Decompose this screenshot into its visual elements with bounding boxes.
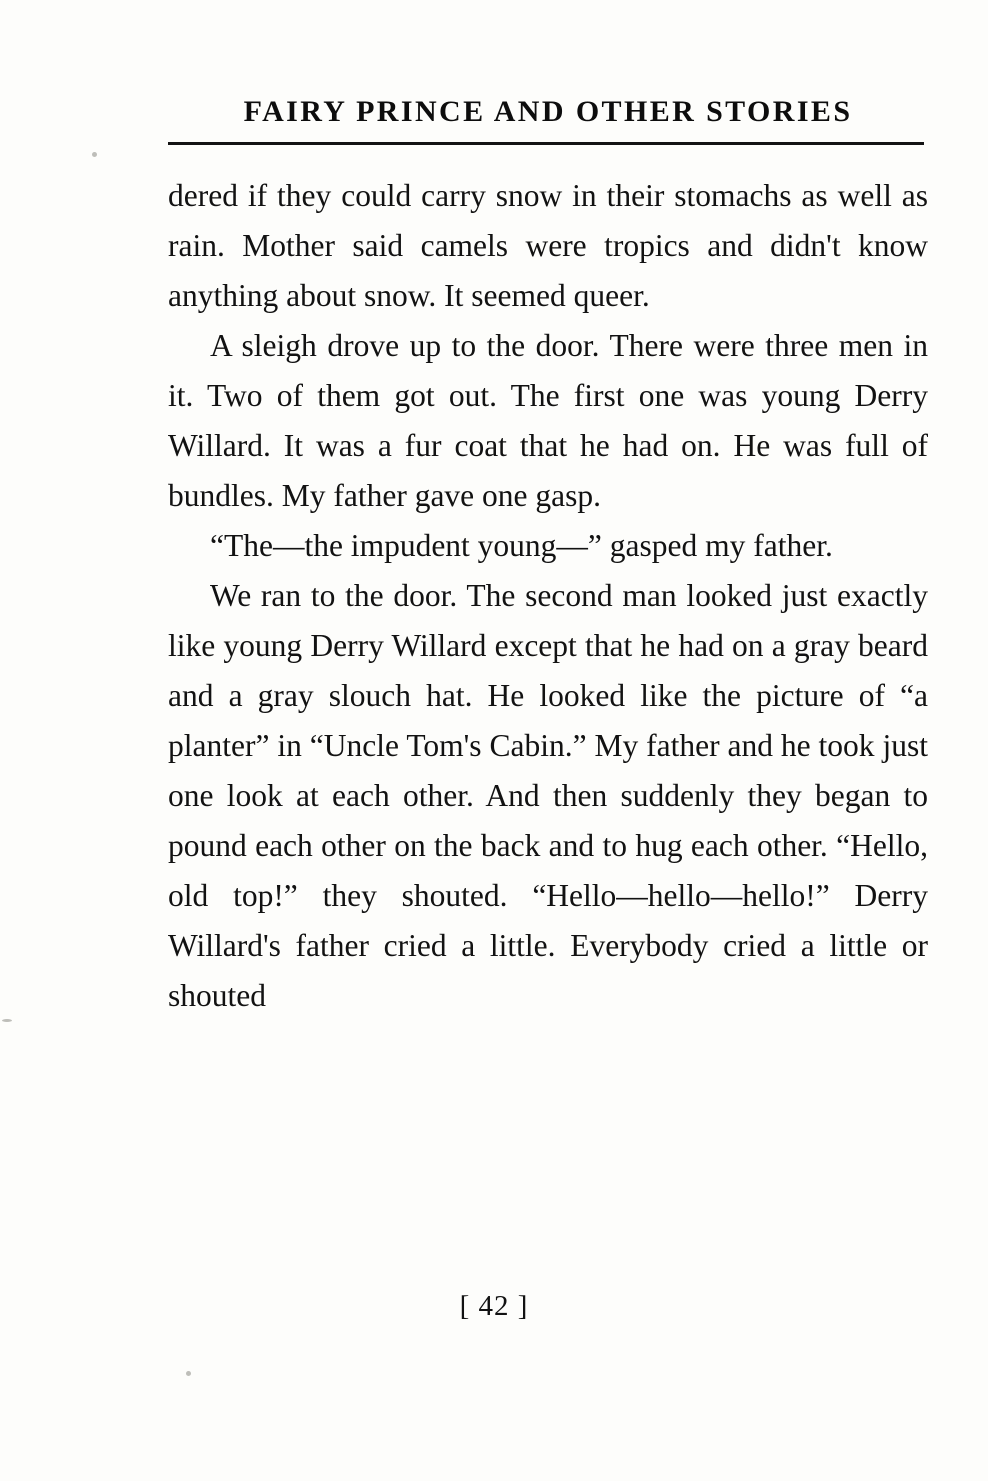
- running-head: FAIRY PRINCE AND OTHER STORIES: [243, 95, 853, 128]
- scan-speckle: [2, 1019, 12, 1022]
- paragraph: dered if they could carry snow in their stomachs as well as rain. Mother said camels were tropics and didn't know anything about snow. It seemed queer.: [168, 178, 928, 313]
- paragraph: A sleigh drove up to the door. There were three men in it. Two of them got out. The first one was young Derry Willard. It was a fur coat that he had on. He was full of bundles. My father gave one gasp.: [168, 328, 928, 513]
- body-text: [168, 171, 928, 1071]
- paragraph: We ran to the door. The second man looked just exactly like young Derry Willard except that he had on a gray beard and a gray slouch hat. He looked like the picture of “a planter” in “Uncle Tom's Cabin.” My father and he took just one look at each other. And then suddenly they began to pound each other on the back and to hug each other. “Hello, old top!” they shouted. “Hello—hello—hello!” Derry Willard's father cried a little. Everybody cried a little or shouted: [168, 578, 928, 1013]
- header-rule: [168, 142, 924, 145]
- scan-speckle: [186, 1371, 191, 1376]
- scan-speckle: [92, 152, 97, 157]
- paragraph: “The—the impudent young—” gasped my father.: [210, 528, 833, 563]
- page-number: [ 42 ]: [459, 1290, 529, 1322]
- page-content: [168, 95, 928, 1071]
